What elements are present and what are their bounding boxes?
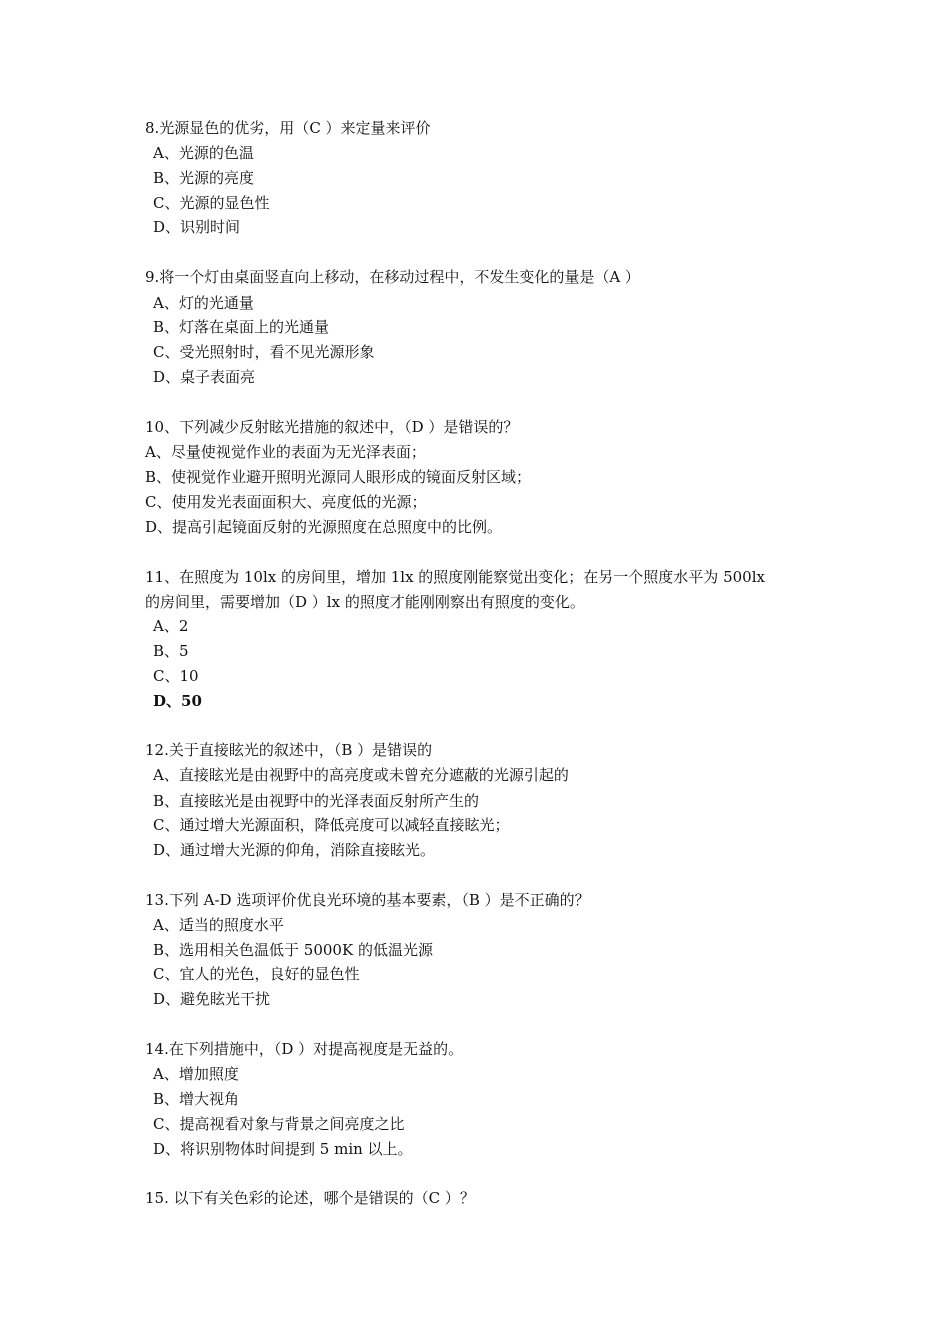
question-13-stem: 13.下列 A-D 选项评价优良光环境的基本要素，（B ）是不正确的？ <box>145 891 590 909</box>
question-14-option-b: B、增大视角 <box>153 1090 240 1108</box>
question-9-option-c: C、受光照射时，看不见光源形象 <box>153 343 375 361</box>
question-9-stem: 9.将一个灯由桌面竖直向上移动，在移动过程中，不发生变化的量是（A ） <box>145 268 640 286</box>
question-12-option-d: D、通过增大光源的仰角，消除直接眩光。 <box>153 841 436 859</box>
question-15-stem: 15. 以下有关色彩的论述，哪个是错误的（C ）？ <box>145 1189 475 1207</box>
question-10-option-a: A、尽量使视觉作业的表面为无光泽表面； <box>145 443 426 461</box>
question-12-stem: 12.关于直接眩光的叙述中，（B ）是错误的 <box>145 741 433 759</box>
question-12-option-b: B、直接眩光是由视野中的光泽表面反射所产生的 <box>153 792 480 810</box>
question-8-option-d: D、识别时间 <box>153 218 241 236</box>
question-9-option-d: D、桌子表面亮 <box>153 368 256 386</box>
question-14-option-a: A、增加照度 <box>153 1065 239 1083</box>
question-14-option-d: D、将识别物体时间提到 5 min 以上。 <box>153 1140 413 1158</box>
question-11-option-a: A、2 <box>153 617 189 635</box>
question-11-stem-line-1: 11、在照度为 10lx 的房间里，增加 1lx 的照度刚能察觉出变化；在另一个照度水平为 500lx <box>145 568 765 586</box>
question-9-option-a: A、灯的光通量 <box>153 294 254 312</box>
question-13-option-d: D、避免眩光干扰 <box>153 990 271 1008</box>
question-11-stem-line-2: 的房间里，需要增加（D ）lx 的照度才能刚刚察出有照度的变化。 <box>145 593 585 611</box>
question-12-option-a: A、直接眩光是由视野中的高亮度或未曾充分遮蔽的光源引起的 <box>153 766 569 784</box>
question-10-option-c: C、使用发光表面面积大、亮度低的光源； <box>145 493 427 511</box>
question-13-option-c: C、宜人的光色，良好的显色性 <box>153 965 360 983</box>
question-8-stem: 8.光源显色的优劣，用（C ）来定量来评价 <box>145 119 431 137</box>
question-9-option-b: B、灯落在桌面上的光通量 <box>153 318 330 336</box>
question-10-stem: 10、下列减少反射眩光措施的叙述中，（D ）是错误的？ <box>145 418 519 436</box>
question-10-option-b: B、使视觉作业避开照明光源同人眼形成的镜面反射区域； <box>145 468 532 486</box>
question-13-option-a: A、适当的照度水平 <box>153 916 284 934</box>
question-13-option-b: B、选用相关色温低于 5000K 的低温光源 <box>153 941 433 959</box>
question-8-option-a: A、光源的色温 <box>153 144 254 162</box>
question-8-option-c: C、光源的显色性 <box>153 194 270 212</box>
question-8-option-b: B、光源的亮度 <box>153 169 255 187</box>
question-11-option-c: C、10 <box>153 667 199 685</box>
question-10-option-d: D、提高引起镜面反射的光源照度在总照度中的比例。 <box>145 518 503 536</box>
question-12-option-c: C、通过增大光源面积，降低亮度可以减轻直接眩光； <box>153 816 510 834</box>
question-14-option-c: C、提高视看对象与背景之间亮度之比 <box>153 1115 405 1133</box>
question-11-option-d: D、50 <box>153 692 202 710</box>
question-11-option-b: B、5 <box>153 642 189 660</box>
question-14-stem: 14.在下列措施中，（D ）对提高视度是无益的。 <box>145 1040 464 1058</box>
